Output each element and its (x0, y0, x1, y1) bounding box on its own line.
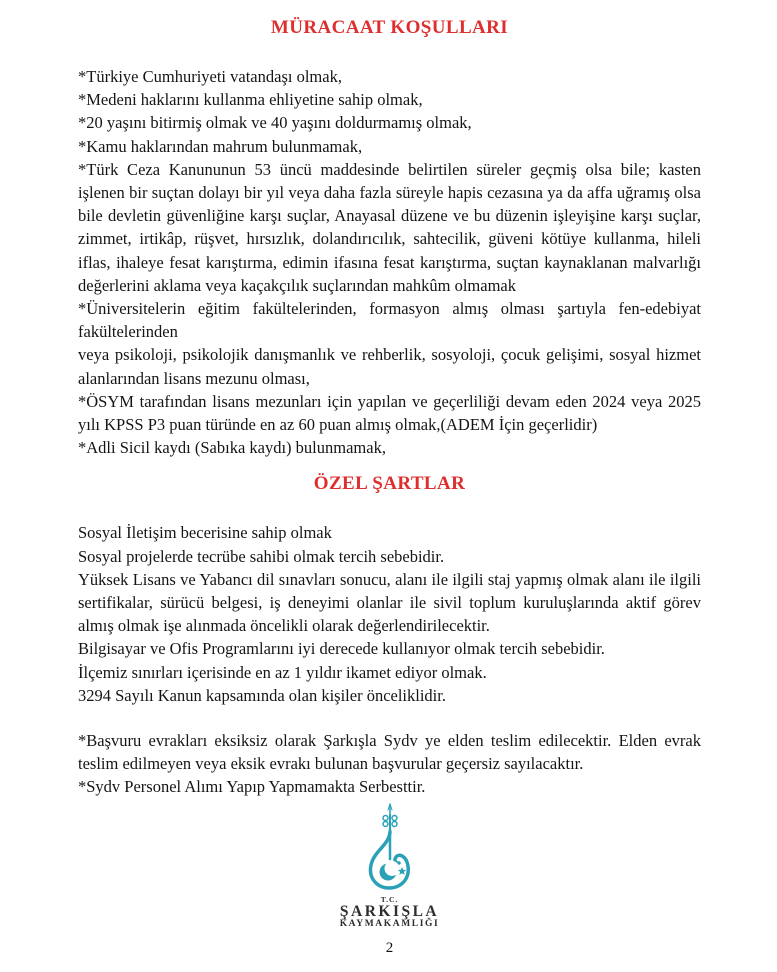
emblem-tc-label: T.C. (380, 894, 399, 904)
baglama-saz-emblem-icon (359, 803, 421, 896)
kaymakamlik-emblem (78, 803, 701, 930)
condition-item: Sosyal projelerde tecrübe sahibi olmak tercih sebebidir. (78, 546, 445, 566)
special-conditions-list (78, 521, 701, 707)
application-conditions-list (78, 65, 701, 459)
condition-item: 3294 Sayılı Kanun kapsamında olan kişiler önceliklidir. (78, 685, 446, 705)
submission-notes (78, 729, 701, 799)
condition-item: *Türk Ceza Kanununun 53 üncü maddesinde belirtilen süreler geçmiş olsa bile; kasten işlenen bir suçtan dolayı bir yıl veya daha fazla süreyle hapis cezasına ya da affa uğramış olsa bile devletin güvenliğine karşı suçlar, Anayasal düzene ve bu düzenin işleyişine karşı suçlar, zimmet, irtikâp, rüşvet, hırsızlık, dolandırıcılık, sahtecilik, güveni kötüye kullanma, hileli iflas, ihaleye fesat karıştırma, edimin ifasına fesat karıştırma, suçtan kaynaklanan malvarlığı değerlerini aklama veya kaçakçılık suçlarından mahkûm olmamak (78, 159, 701, 295)
note-item: *Başvuru evrakları eksiksiz olarak Şarkışla Sydv ye elden teslim edilecektir. Elden evrak teslim edilmeyen veya eksik evrakı bulunan başvurular geçersiz sayılacaktır. (78, 731, 701, 774)
condition-item: *Kamu haklarından mahrum bulunmamak, (78, 136, 363, 156)
condition-item: *Medeni haklarını kullanma ehliyetine sahip olmak, (78, 90, 423, 110)
condition-item: *ÖSYM tarafından lisans mezunları için yapılan ve geçerliliği devam eden 2024 veya 2025 yılı KPSS P3 puan türünde en az 60 puan almış olmak,(ADEM İçin geçerlidir) (78, 391, 701, 435)
condition-item: İlçemiz sınırları içerisinde en az 1 yıldır ikamet ediyor olmak. (78, 662, 487, 682)
condition-item: *20 yaşını bitirmiş olmak ve 40 yaşını doldurmamış olmak, (78, 113, 472, 133)
section-heading-muracaat-kosullari: MÜRACAAT KOŞULLARI (270, 17, 509, 38)
condition-item: *Üniversitelerin eğitim fakültelerinden, formasyon almış olması şartıyla fen-edebiyat fakültelerinden (78, 299, 701, 342)
condition-item: veya psikoloji, psikolojik danışmanlık ve rehberlik, sosyoloji, çocuk gelişimi, sosyal hizmet alanlarından lisans mezunu olması, (78, 345, 701, 388)
condition-item: Yüksek Lisans ve Yabancı dil sınavları sonucu, alanı ile ilgili staj yapmış olmak alanı ile ilgili sertifikalar, sürücü belgesi, iş deneyimi olanlar ile sivil toplum kuruluşlarında aktif görev almış olmak işe alınmada öncelikli olarak değerlendirilecektir. (78, 569, 701, 636)
condition-item: *Adli Sicil kaydı (Sabıka kaydı) bulunmamak, (78, 438, 386, 458)
emblem-district-name: ŞARKIŞLA (339, 902, 440, 920)
emblem-caption (78, 896, 701, 930)
condition-item: Bilgisayar ve Ofis Programlarını iyi derecede kullanıyor olmak tercih sebebidir. (78, 639, 605, 659)
section-heading-ozel-sartlar: ÖZEL ŞARTLAR (313, 473, 466, 495)
condition-item: Sosyal İletişim becerisine sahip olmak (78, 523, 332, 543)
condition-item: *Türkiye Cumhuriyeti vatandaşı olmak, (78, 67, 342, 86)
note-item: *Sydv Personel Alımı Yapıp Yapmamakta Serbesttir. (78, 777, 426, 797)
emblem-office-name: KAYMAKAMLIĞI (339, 918, 440, 929)
page-number: 2 (385, 939, 394, 956)
